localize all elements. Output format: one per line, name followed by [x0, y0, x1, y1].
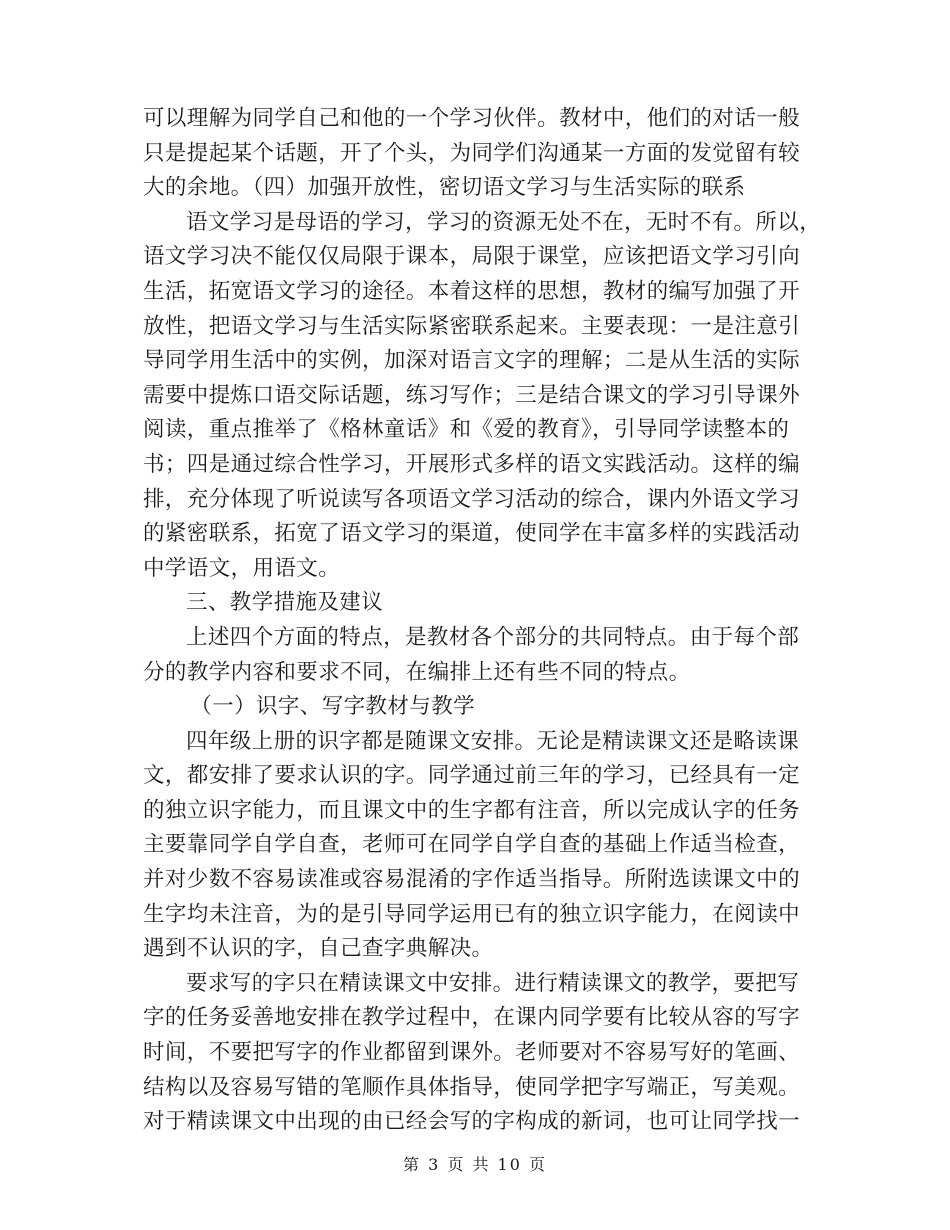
text-line: 中学语文，用语文。 [143, 555, 341, 581]
document-body [143, 102, 822, 1140]
text-line: 遇到不认识的字，自己查字典解决。 [143, 936, 494, 962]
text-line: 分的教学内容和要求不同，在编排上还有些不同的特点。 [143, 659, 691, 685]
text-line: 主要靠同学自学自查，老师可在同学自学自查的基础上作适当检查， [143, 832, 801, 858]
text-line: 语文学习是母语的学习，学习的资源无处不在，无时不有。所以， [186, 209, 822, 235]
text-line: 对于精读课文中出现的由已经会写的字构成的新词，也可让同学找一 [143, 1109, 801, 1135]
text-line: 可以理解为同学自己和他的一个学习伙伴。教材中，他们的对话一般 [143, 106, 801, 131]
text-line: 大的余地。（四）加强开放性，密切语文学习与生活实际的联系 [143, 175, 746, 201]
text-line: 三、教学措施及建议 [186, 590, 384, 616]
page-number-footer: 第 3 页 共 10 页 [403, 1155, 547, 1174]
text-line: 上述四个方面的特点，是教材各个部分的共同特点。由于每个部 [186, 624, 800, 650]
text-line: 排，充分体现了听说读写各项语文学习活动的综合，课内外语文学习 [143, 486, 801, 512]
text-line: 生字均未注音，为的是引导同学运用已有的独立识字能力，在阅读中 [143, 901, 801, 927]
text-line: 语文学习决不能仅仅局限于课本，局限于课堂，应该把语文学习引向 [143, 244, 801, 270]
text-line: 阅读，重点推举了《格林童话》和《爱的教育》，引导同学读整本的 [143, 417, 790, 443]
text-line: 要求写的字只在精读课文中安排。进行精读课文的教学，要把写 [186, 970, 800, 996]
text-line: 四年级上册的识字都是随课文安排。无论是精读课文还是略读课 [186, 728, 800, 754]
text-line: 结构以及容易写错的笔顺作具体指导，使同学把字写端正，写美观。 [143, 1074, 801, 1100]
text-line: 文，都安排了要求认识的字。同学通过前三年的学习，已经具有一定 [143, 763, 801, 789]
text-line: 只是提起某个话题，开了个头，为同学们沟通某一方面的发觉留有较 [143, 140, 801, 166]
text-line: 的独立识字能力，而且课文中的生字都有注音，所以完成认字的任务 [143, 797, 801, 823]
text-line: 并对少数不容易读准或容易混淆的字作适当指导。所附选读课文中的 [143, 867, 801, 893]
text-line: 书；四是通过综合性学习，开展形式多样的语文实践活动。这样的编 [143, 451, 801, 477]
text-line: 时间，不要把写字的作业都留到课外。老师要对不容易写好的笔画、 [143, 1040, 801, 1066]
text-line: 字的任务妥善地安排在教学过程中，在课内同学要有比较从容的写字 [143, 1005, 801, 1031]
text-line: 需要中提炼口语交际话题，练习写作；三是结合课文的学习引导课外 [143, 382, 801, 408]
text-line: （一）识字、写字教材与教学 [190, 694, 475, 720]
text-line: 的紧密联系，拓宽了语文学习的渠道，使同学在丰富多样的实践活动 [143, 521, 801, 547]
text-line: 导同学用生活中的实例，加深对语言文字的理解；二是从生活的实际 [143, 348, 801, 374]
text-line: 生活，拓宽语文学习的途径。本着这样的思想，教材的编写加强了开 [143, 278, 801, 304]
text-line: 放性，把语文学习与生活实际紧密联系起来。主要表现：一是注意引 [143, 313, 801, 339]
